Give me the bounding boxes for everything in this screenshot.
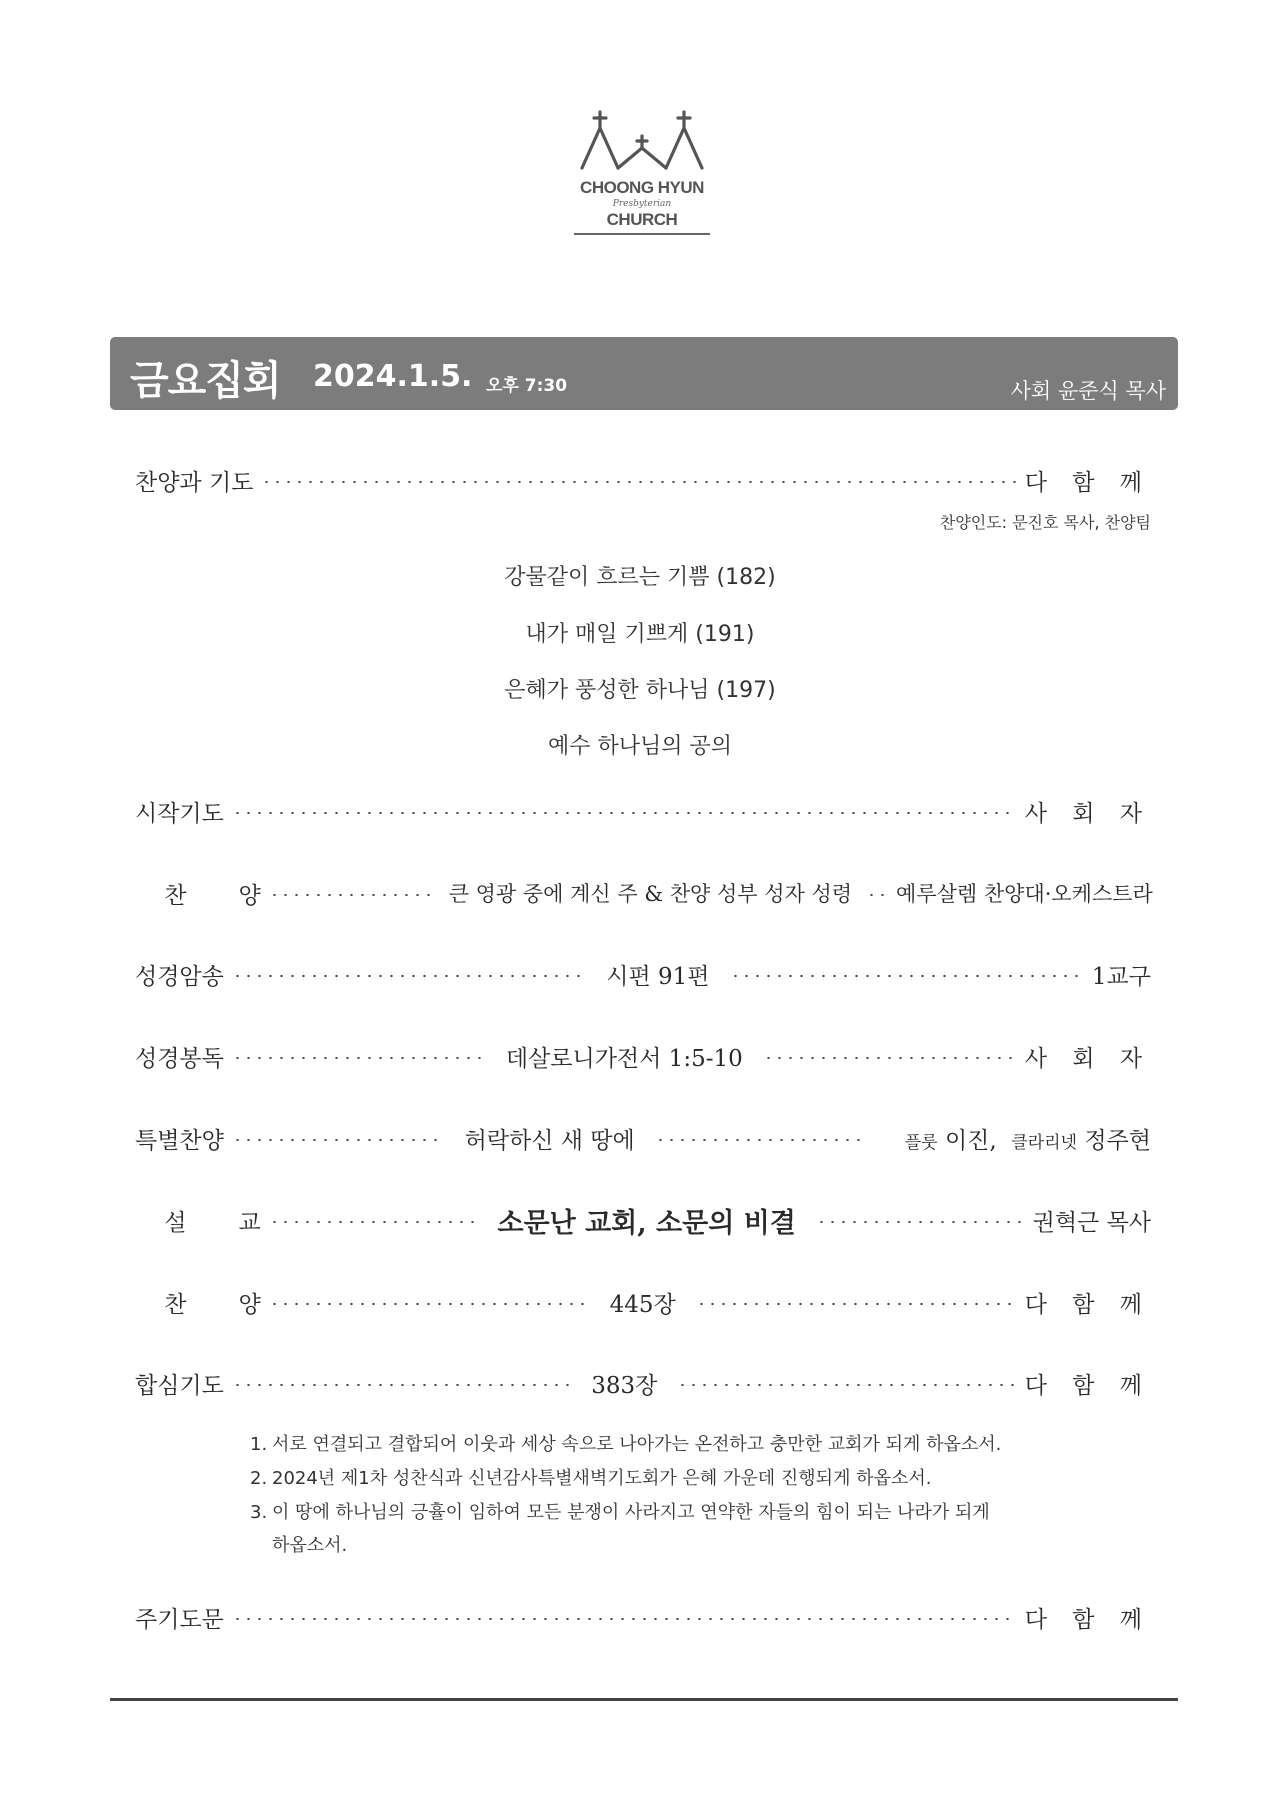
order-label-part: 설: [164, 1209, 187, 1236]
instrument-label: 클라리넷: [1011, 1132, 1078, 1153]
order-leader: 예루살렘 찬양대·오케스트라: [896, 882, 1153, 906]
performer-name: 정주현: [1077, 1127, 1151, 1154]
order-content: 큰 영광 중에 계신 주 & 찬양 성부 성자 성령: [448, 882, 853, 906]
prayer-item-continuation: 하옵소서.: [272, 1535, 348, 1556]
song-item: 은혜가 풍성한 하나님 (197): [504, 678, 776, 703]
order-label-part: 양: [238, 882, 261, 909]
leader-dots: [677, 1384, 1016, 1386]
order-leader: 다 함 께: [1024, 469, 1151, 496]
order-row-lords-prayer: [135, 1597, 1151, 1637]
prayer-item-text: 2024년 제1차 성찬식과 신년감사특별새벽기도회가 은혜 가운데 진행되게 하옵소서.: [272, 1468, 932, 1489]
order-leader: 다 함 께: [1024, 1372, 1151, 1399]
leader-dots: [816, 1221, 1025, 1223]
worship-leader-note: 찬양인도: 문진호 목사, 찬양팀: [939, 513, 1151, 532]
order-label: [135, 1178, 261, 1263]
order-label-part: 찬: [164, 1291, 187, 1318]
performer-name: 이진,: [937, 1127, 997, 1154]
order-content: 383장: [591, 1372, 658, 1399]
leader-dots: [232, 812, 1017, 814]
order-content: 시편 91편: [606, 963, 710, 990]
order-row-unison-prayer: [135, 1363, 1151, 1403]
order-label: 성경봉독: [135, 1045, 224, 1072]
order-row-reading: [135, 1036, 1151, 1076]
order-row-hymn: [135, 1282, 1151, 1322]
leader-dots: [232, 975, 586, 977]
order-row-recitation: [135, 954, 1151, 994]
order-leader: 다 함 께: [1024, 1291, 1151, 1318]
order-label: 주기도문: [135, 1606, 224, 1633]
song-item: 내가 매일 기쁘게 (191): [525, 622, 755, 647]
prayer-item-number: 2.: [250, 1468, 268, 1489]
sermon-title: 소문난 교회, 소문의 비결: [497, 1207, 796, 1239]
leader-dots: [655, 1139, 868, 1141]
order-leader: [876, 1096, 1151, 1181]
order-label-part: 양: [238, 1291, 261, 1318]
logo-underline: [574, 233, 710, 235]
service-banner: [110, 337, 1178, 410]
leader-dots: [232, 1139, 445, 1141]
order-row-praise-prayer: [135, 460, 1151, 500]
order-label: [135, 1260, 261, 1345]
order-label: 합심기도: [135, 1372, 224, 1399]
song-item: 예수 하나님의 공의: [547, 734, 732, 759]
leader-dots: [232, 1057, 486, 1059]
logo-text-presbyterian: Presbyterian: [612, 199, 672, 209]
order-content: 데살로니가전서 1:5-10: [505, 1045, 743, 1072]
logo-text-choong-hyun: CHOONG HYUN: [580, 178, 704, 197]
order-label: 특별찬양: [135, 1127, 224, 1154]
order-content: 허락하신 새 땅에: [464, 1127, 635, 1154]
service-date: 2024.1.5.: [313, 359, 473, 394]
logo-text-church: CHURCH: [606, 210, 678, 229]
instrument-label: 플룻: [904, 1132, 938, 1153]
leader-dots: [269, 1221, 478, 1223]
order-row-sermon: [135, 1200, 1151, 1240]
order-row-opening-prayer: [135, 791, 1151, 831]
prayer-item-text: 이 땅에 하나님의 긍휼이 임하여 모든 분쟁이 사라지고 연약한 자들의 힘이 되는 나라가 되게: [272, 1502, 990, 1523]
leader-dots: [866, 894, 888, 896]
prayer-item: [250, 1428, 1090, 1461]
service-title: 금요집회: [130, 358, 281, 404]
order-leader: 다 함 께: [1024, 1606, 1151, 1633]
leader-dots: [730, 975, 1084, 977]
church-spires-icon: [574, 108, 710, 178]
order-content: 445장: [609, 1291, 676, 1318]
prayer-item-text: 서로 연결되고 결합되어 이웃과 세상 속으로 나아가는 온전하고 충만한 교회가 되게 하옵소서.: [272, 1434, 1002, 1455]
order-leader: 사 회 자: [1024, 1045, 1151, 1072]
service-time: 오후 7:30: [486, 376, 568, 396]
order-leader: 1교구: [1091, 963, 1151, 990]
order-row-anthem: [135, 873, 1151, 913]
leader-dots: [763, 1057, 1017, 1059]
leader-dots: [232, 1618, 1017, 1620]
church-logo: [574, 108, 710, 238]
leader-dots: [261, 481, 1016, 483]
leader-dots: [269, 894, 435, 896]
prayer-item: [250, 1462, 1090, 1495]
prayer-item-number: 3.: [250, 1502, 268, 1523]
order-row-special-song: [135, 1118, 1151, 1158]
leader-dots: [696, 1303, 1017, 1305]
order-leader: 사 회 자: [1024, 800, 1151, 827]
order-label-part: 교: [238, 1209, 261, 1236]
order-label: [135, 851, 261, 936]
prayer-item-number: 1.: [250, 1434, 268, 1455]
service-host: 사회 윤준식 목사: [1010, 379, 1166, 403]
order-label-part: 찬: [164, 882, 187, 909]
order-leader: 권혁근 목사: [1032, 1209, 1152, 1236]
leader-dots: [269, 1303, 590, 1305]
bottom-divider: [110, 1698, 1178, 1701]
prayer-item: [250, 1496, 1090, 1562]
order-label: 시작기도: [135, 800, 224, 827]
song-item: 강물같이 흐르는 기쁨 (182): [504, 565, 776, 590]
order-label: 성경암송: [135, 963, 224, 990]
leader-dots: [232, 1384, 571, 1386]
order-label: 찬양과 기도: [135, 469, 254, 496]
